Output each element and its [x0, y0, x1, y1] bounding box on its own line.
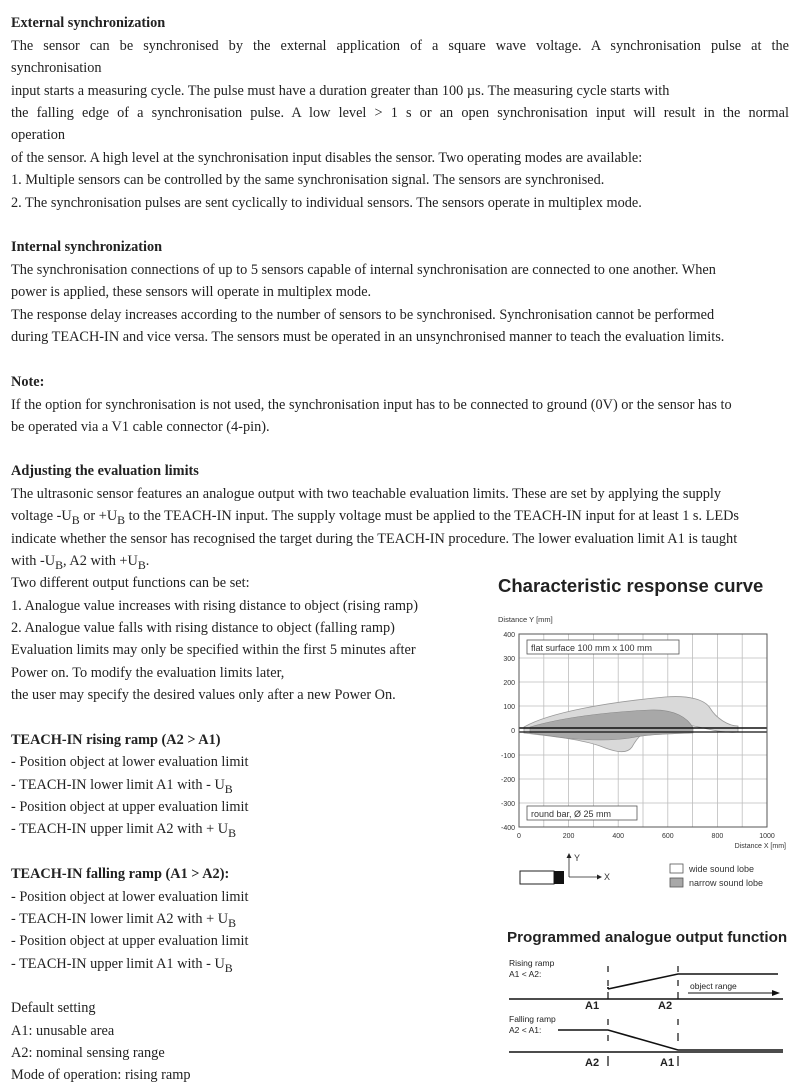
legend-wide-label: wide sound lobe	[689, 864, 755, 874]
paragraph-line: during TEACH-IN and vice versa. The sensors must be operated in an unsynchronised manner to teach the evaluation limits.	[11, 329, 725, 345]
step-item: - TEACH-IN upper limit A2 with + $U_B$	[11, 821, 237, 840]
list-item: 2. The synchronisation pulses are sent cyclically to individual sensors. The sensors operate in multiplex mode.	[11, 195, 642, 211]
falling-ramp-trace	[509, 1030, 783, 1052]
step-item: - Position object at lower evaluation limit	[11, 889, 249, 905]
svg-text:Y: Y	[574, 853, 581, 863]
svg-text:-300: -300	[500, 801, 515, 808]
paragraph-line: voltage $-U_B$ or $+U_B$ to the TEACH-IN input. The supply voltage must be applied to the TEACH-IN input for at least 1 s. LEDs	[11, 508, 739, 527]
svg-text:0: 0	[517, 833, 521, 840]
curve-title: Characteristic response curve	[498, 575, 764, 596]
falling-a2-label: A2	[585, 1057, 600, 1069]
svg-text:X: X	[604, 872, 611, 882]
legend-narrow-swatch	[670, 878, 683, 887]
rising-a2-label: A2	[658, 1000, 673, 1012]
svg-text:400: 400	[503, 632, 515, 639]
legend-wide-swatch	[670, 864, 683, 873]
paragraph-line: of the sensor. A high level at the synchronisation input disables the sensor. Two operating modes are available:	[11, 150, 643, 166]
paragraph-line: Evaluation limits may only be specified within the first 5 minutes after	[11, 642, 416, 658]
legend-narrow-label: narrow sound lobe	[689, 878, 764, 888]
list-item: 1. Multiple sensors can be controlled by the same synchronisation signal. The sensors are synchronised.	[11, 172, 605, 188]
list-item: 1. Analogue value increases with rising distance to object (rising ramp)	[11, 598, 418, 614]
paragraph-line: the falling edge of a synchronisation pulse. A low level > 1 s or an open synchronisation input will result in the normal	[11, 105, 789, 121]
y-tick-labels	[501, 632, 515, 832]
rising-limit-ticks	[608, 966, 678, 999]
paragraph-line: power is applied, these sensors will operate in multiplex mode.	[11, 284, 372, 300]
default-setting-title: Default setting	[11, 1000, 96, 1016]
svg-text:-400: -400	[500, 825, 515, 832]
narrow-lobe-area	[530, 710, 693, 740]
output-function-diagram	[500, 953, 796, 1084]
svg-text:200: 200	[503, 680, 515, 687]
x-axis-label: Distance X [mm]	[734, 843, 786, 850]
y-axis-label: Distance Y [mm]	[498, 615, 553, 624]
svg-text:1000: 1000	[759, 833, 775, 840]
x-tick-labels	[517, 833, 775, 840]
object-range-label: object range	[690, 981, 737, 991]
paragraph-line: the user may specify the desired values only after a new Power On.	[11, 687, 396, 703]
paragraph-line: synchronisation	[11, 60, 102, 76]
annotation-round-bar: round bar, Ø 25 mm	[531, 809, 612, 819]
rising-a1-label: A1	[585, 1000, 600, 1012]
paragraph-line: operation	[11, 127, 65, 143]
svg-text:200: 200	[562, 833, 575, 840]
falling-ramp-label: Falling ramp	[509, 1014, 556, 1024]
heading-note: Note:	[11, 374, 45, 390]
paragraph-line: The ultrasonic sensor features an analogue output with two teachable evaluation limits. These are set by applying the supply	[11, 486, 722, 502]
svg-text:800: 800	[711, 833, 724, 840]
svg-text:0: 0	[511, 728, 515, 735]
paragraph-line: Power on. To modify the evaluation limits later,	[11, 665, 285, 681]
paragraph-line: indicate whether the sensor has recognised the target during the TEACH-IN procedure. The lower evaluation limit A1 is taught	[11, 531, 738, 547]
rising-ramp-condition: A1 < A2:	[509, 969, 542, 979]
paragraph-line: The sensor can be synchronised by the external application of a square wave voltage. A synchronisation pulse at the	[11, 38, 789, 54]
svg-text:100: 100	[503, 704, 515, 711]
sensor-icon	[520, 871, 554, 884]
rising-ramp-label: Rising ramp	[509, 958, 555, 968]
default-a2: A2: nominal sensing range	[11, 1045, 165, 1061]
paragraph-line: If the option for synchronisation is not used, the synchronisation input has to be connected to ground (0V) or the sensor has to	[11, 397, 732, 413]
svg-text:-100: -100	[500, 753, 515, 760]
annotation-flat-surface: flat surface 100 mm x 100 mm	[531, 643, 653, 653]
step-item: - TEACH-IN upper limit A1 with - $U_B$	[11, 956, 233, 975]
heading-external-sync: External synchronization	[11, 15, 166, 31]
heading-teach-in-falling: TEACH-IN falling ramp (A1 > A2):	[11, 866, 230, 882]
falling-a1-label: A1	[660, 1057, 675, 1069]
paragraph-line: input starts a measuring cycle. The pulse must have a duration greater than 100 µs. The measuring cycle starts with	[11, 83, 670, 99]
heading-teach-in-rising: TEACH-IN rising ramp (A2 > A1)	[11, 732, 221, 748]
step-item: - Position object at upper evaluation limit	[11, 799, 249, 815]
paragraph-line: be operated via a V1 cable connector (4-pin).	[11, 419, 270, 435]
svg-text:600: 600	[661, 833, 674, 840]
step-item: - Position object at upper evaluation limit	[11, 933, 249, 949]
rising-ramp-trace	[509, 974, 783, 999]
svg-text:400: 400	[612, 833, 625, 840]
falling-ramp-condition: A2 < A1:	[509, 1025, 542, 1035]
step-item: - Position object at lower evaluation limit	[11, 754, 249, 770]
paragraph-line: with $-U_B$, A2 with $+U_B$.	[11, 553, 150, 572]
default-mode: Mode of operation: rising ramp	[11, 1067, 191, 1083]
heading-adjusting-limits: Adjusting the evaluation limits	[11, 463, 199, 479]
step-item: - TEACH-IN lower limit A1 with - $U_B$	[11, 777, 233, 796]
step-item: - TEACH-IN lower limit A2 with + $U_B$	[11, 911, 237, 930]
list-item: 2. Analogue value falls with rising distance to object (falling ramp)	[11, 620, 395, 636]
default-a1: A1: unusable area	[11, 1023, 115, 1039]
heading-internal-sync: Internal synchronization	[11, 239, 163, 255]
paragraph-line: The response delay increases according to the number of sensors to be synchronised. Synchronisation cannot be performed	[11, 307, 715, 323]
svg-text:-200: -200	[500, 777, 515, 784]
output-function-title: Programmed analogue output function	[507, 929, 788, 946]
response-curve-figure	[490, 608, 795, 893]
paragraph-line: Two different output functions can be set:	[11, 575, 250, 591]
paragraph-line: The synchronisation connections of up to 5 sensors capable of internal synchronisation are connected to one another. When	[11, 262, 716, 278]
svg-text:300: 300	[503, 656, 515, 663]
